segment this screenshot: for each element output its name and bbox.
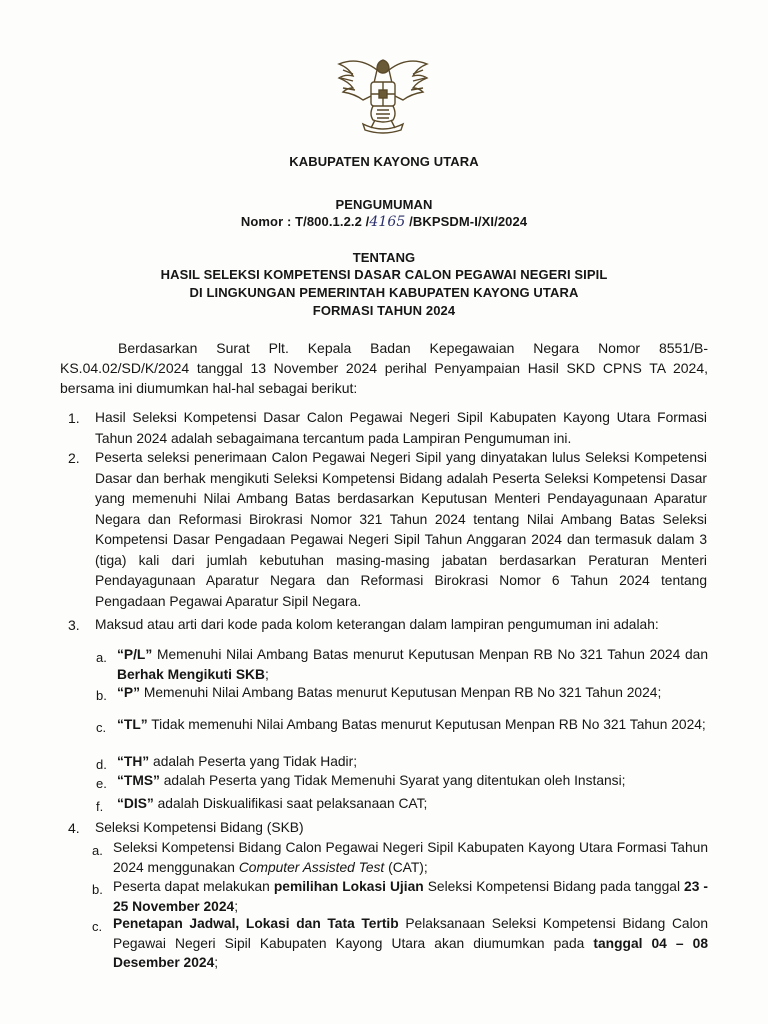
code-term: “TL” bbox=[117, 717, 148, 732]
code-label: e. bbox=[96, 776, 107, 791]
garuda-emblem-icon bbox=[333, 52, 433, 142]
code-desc: adalah Peserta yang Tidak Memenuhi Syarat yang ditentukan oleh Instansi; bbox=[159, 773, 626, 788]
skb-date: 23 - 25 November 2024 bbox=[113, 879, 708, 914]
skb-text-end: (CAT); bbox=[384, 859, 428, 875]
code-item-pl bbox=[117, 645, 708, 684]
skb-text-end: ; bbox=[214, 955, 219, 970]
skb-label: c. bbox=[92, 919, 103, 934]
title-line-3: FORMASI TAHUN 2024 bbox=[312, 303, 456, 318]
code-term: “P/L” bbox=[117, 647, 153, 662]
number-suffix: /BKPSDM-I/XI/2024 bbox=[405, 214, 528, 229]
code-desc: adalah Peserta yang Tidak Hadir; bbox=[149, 754, 358, 769]
skb-item-location bbox=[113, 877, 708, 916]
document-type: PENGUMUMAN bbox=[335, 197, 433, 212]
title-line-2: DI LINGKUNGAN PEMERINTAH KABUPATEN KAYONG UTARA bbox=[189, 285, 579, 300]
handwritten-number: 4165 bbox=[369, 214, 406, 230]
skb-text: Peserta dapat melakukan bbox=[113, 879, 274, 894]
code-label: f. bbox=[96, 799, 104, 814]
intro-paragraph: Berdasarkan Surat Plt. Kepala Badan Kepegawaian Negara Nomor 8551/B-KS.04.02/SD/K/2024 tanggal 13 November 2024 perihal Penyampaian Hasil SKD CPNS TA 2024, bersama ini diumumkan hal-hal sebagai berikut: bbox=[60, 340, 708, 396]
skb-item-cat bbox=[113, 838, 708, 877]
code-label: c. bbox=[96, 720, 107, 735]
skb-text-end: ; bbox=[234, 898, 239, 914]
code-desc: Memenuhi Nilai Ambang Batas menurut Keputusan Menpan RB No 321 Tahun 2024; bbox=[140, 685, 662, 700]
item-3-text: Maksud atau arti dari kode pada kolom keterangan dalam lampiran pengumuman ini adalah: bbox=[95, 617, 659, 632]
number-prefix: Nomor : T/800.1.2.2 / bbox=[240, 214, 370, 229]
item-number: 4. bbox=[68, 820, 80, 836]
code-desc: adalah Diskualifikasi saat pelaksanaan CAT; bbox=[153, 796, 428, 811]
code-tail: ; bbox=[264, 666, 269, 682]
code-desc: Tidak memenuhi Nilai Ambang Batas menurut Keputusan Menpan RB No 321 Tahun 2024; bbox=[147, 717, 706, 732]
about-label: TENTANG bbox=[352, 250, 416, 265]
region-heading: KABUPATEN KAYONG UTARA bbox=[289, 154, 479, 169]
item-2-text: Peserta seleksi penerimaan Calon Pegawai Negeri Sipil yang dinyatakan lulus Seleksi Kompetensi Dasar dan berhak mengikuti Seleksi Kompetensi Bidang adalah Peserta Seleksi Kompetensi Dasar yang memenuhi Nilai Ambang Batas berdasarkan Keputusan Menteri Pendayagunaan Aparatur Negara dan Reformasi Birokrasi Nomor 321 Tahun 2024 tentang Nilai Ambang Batas Seleksi Kompetensi Dasar Pengadaan Pegawai Negeri Sipil Tahun Anggaran 2024 dan termasuk dalam 3 (tiga) kali dari jumlah kebutuhan masing-masing jabatan berdasarkan Peraturan Menteri Pendayagunaan Aparatur Negara dan Reformasi Birokrasi Nomor 6 Tahun 2024 tentang Pengadaan Pegawai Aparatur Sipil Negara. bbox=[95, 450, 707, 609]
code-term: “P” bbox=[117, 685, 140, 700]
skb-label: a. bbox=[92, 843, 103, 858]
skb-emphasis: Penetapan Jadwal, Lokasi dan Tata Tertib bbox=[113, 916, 399, 931]
document-number bbox=[0, 214, 768, 230]
code-item-dis bbox=[117, 794, 708, 814]
skb-italic: Computer Assisted Test bbox=[238, 859, 385, 875]
code-term: “TMS” bbox=[117, 773, 160, 788]
skb-text-mid: Seleksi Kompetensi Bidang pada tanggal bbox=[423, 879, 685, 894]
item-number: 1. bbox=[68, 410, 80, 426]
item-number: 2. bbox=[68, 450, 80, 466]
item-1-text: Hasil Seleksi Kompetensi Dasar Calon Pegawai Negeri Sipil Kabupaten Kayong Utara Formasi Tahun 2024 adalah sebagaimana tercantum pada Lampiran Pengumuman ini. bbox=[95, 410, 707, 446]
skb-item-schedule bbox=[113, 914, 708, 973]
code-label: b. bbox=[96, 688, 107, 703]
skb-emphasis: pemilihan Lokasi Ujian bbox=[273, 879, 424, 894]
code-emphasis: Berhak Mengikuti SKB bbox=[117, 666, 265, 682]
code-item-tl bbox=[117, 715, 708, 735]
skb-text: Seleksi Kompetensi Bidang Calon Pegawai Negeri Sipil Kabupaten Kayong Utara Formasi Tahun 2024 menggunakan bbox=[113, 840, 708, 875]
skb-text-mid: Pelaksanaan Seleksi Kompetensi Bidang Calon Pegawai Negeri Sipil Kabupaten Kayong Utara akan diumumkan pada bbox=[113, 916, 708, 951]
code-term: “DIS” bbox=[117, 796, 154, 811]
skb-date: tanggal 04 – 08 Desember 2024 bbox=[113, 935, 708, 970]
code-item-p bbox=[117, 683, 708, 703]
code-label: a. bbox=[96, 650, 107, 665]
title-line-1: HASIL SELEKSI KOMPETENSI DASAR CALON PEGAWAI NEGERI SIPIL bbox=[160, 267, 608, 282]
code-label: d. bbox=[96, 757, 107, 772]
code-item-th bbox=[117, 752, 708, 772]
code-item-tms bbox=[117, 771, 708, 791]
skb-label: b. bbox=[92, 882, 103, 897]
item-4-text: Seleksi Kompetensi Bidang (SKB) bbox=[95, 820, 304, 835]
item-number: 3. bbox=[68, 617, 80, 633]
code-term: “TH” bbox=[117, 754, 150, 769]
code-desc: Memenuhi Nilai Ambang Batas menurut Keputusan Menpan RB No 321 Tahun 2024 dan bbox=[152, 647, 708, 662]
